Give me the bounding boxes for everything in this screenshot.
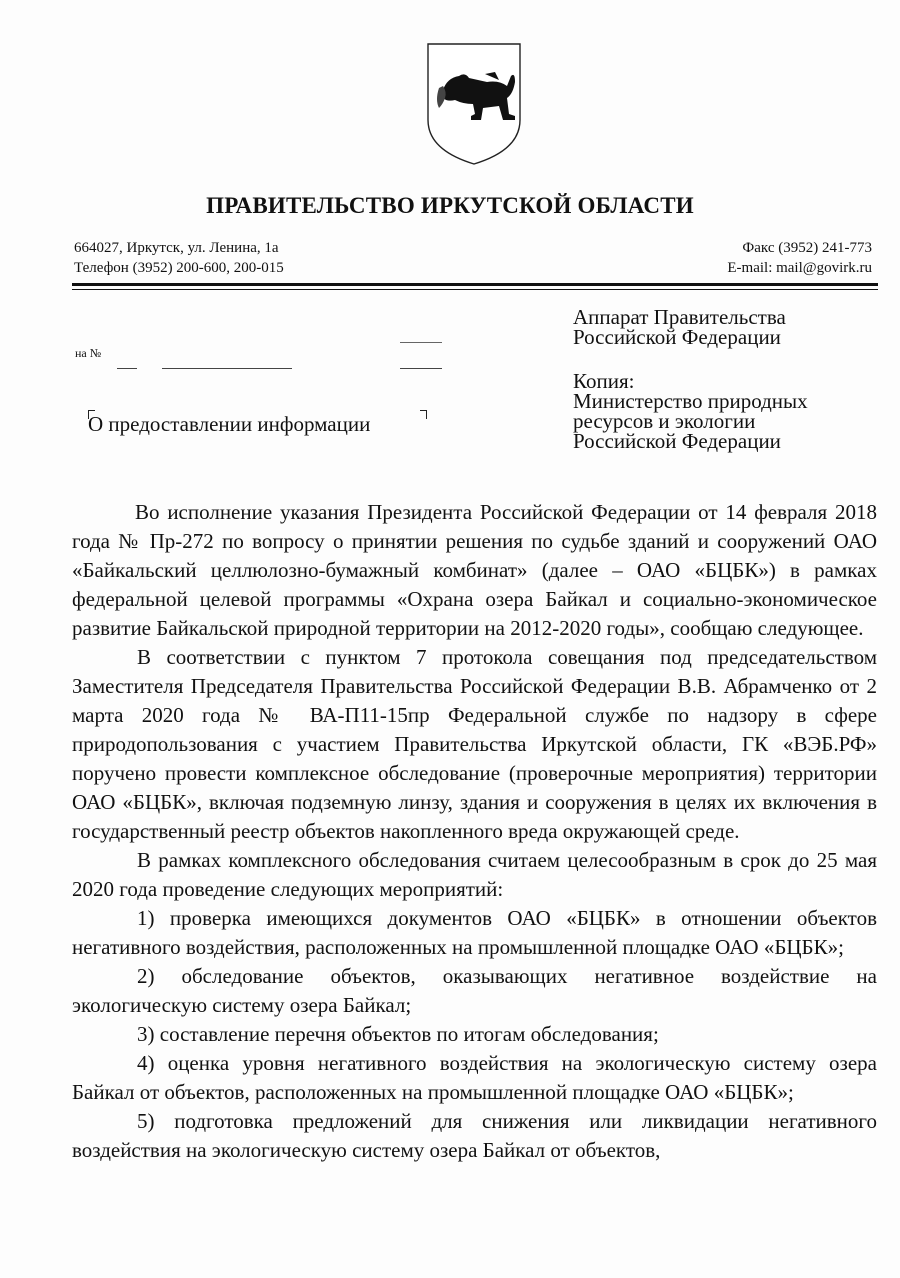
body-paragraph: В соответствии с пунктом 7 протокола совещания под председательством Заместителя Председателя Правительства Российской Федерации В.В. Абрамченко от 2 марта 2020 года № ВА-П11-15пр Федеральной службе по надзору в сфере природопользования с участием Правительства Иркутской области, ГК «ВЭБ.РФ» поручено провести комплексное обследование (проверочные мероприятия) территории ОАО «БЦБК», включая подземную линзу, здания и сооружения в целях их включения в государственный реестр объектов накопленного вреда окружающей среде. <box>72 645 877 843</box>
subject-bracket-right <box>420 410 427 419</box>
copy-line: Российской Федерации <box>573 429 781 453</box>
address-line: 664027, Иркутск, ул. Ленина, 1а <box>74 240 279 256</box>
copy-line: Министерство природных <box>573 389 808 413</box>
list-item: 4) оценка уровня негативного воздействия на экологическую систему озера Байкал от объектов, расположенных на промышленной площадке ОАО «БЦБК»; <box>72 1051 877 1104</box>
addressee-block <box>573 307 808 451</box>
list-item: 5) подготовка предложений для снижения или ликвидации негативного воздействия на экологическую систему озера Байкал от объектов, <box>72 1109 877 1162</box>
copy-label: Копия: <box>573 369 635 393</box>
organization-title: ПРАВИТЕЛЬСТВО ИРКУТСКОЙ ОБЛАСТИ <box>206 193 694 218</box>
addressee-line: Российской Федерации <box>573 325 781 349</box>
sender-address <box>74 238 284 278</box>
letter-subject: О предоставлении информации <box>88 412 371 436</box>
registration-blank <box>117 368 137 369</box>
coat-of-arms-emblem <box>425 42 523 166</box>
body-paragraph: В рамках комплексного обследования считаем целесообразным в срок до 25 мая 2020 года проведение следующих мероприятий: <box>72 848 877 901</box>
copy-line: ресурсов и экологии <box>573 409 756 433</box>
registration-blank <box>400 342 442 343</box>
phone-line: Телефон (3952) 200-600, 200-015 <box>74 260 284 276</box>
header-rule-thick <box>72 283 878 286</box>
list-item: 1) проверка имеющихся документов ОАО «БЦБК» в отношении объектов негативного воздействия, расположенных на промышленной площадке ОАО «БЦБК»; <box>72 906 877 959</box>
addressee-line: Аппарат Правительства <box>573 305 786 329</box>
list-item: 3) составление перечня объектов по итогам обследования; <box>137 1022 659 1046</box>
sender-contacts <box>727 238 872 278</box>
fax-line: Факс (3952) 241-773 <box>742 240 872 256</box>
email-line: E-mail: mail@govirk.ru <box>727 260 872 276</box>
registration-blank <box>162 368 292 369</box>
header-rule-thin <box>72 289 878 290</box>
letter-body <box>72 498 877 1165</box>
body-paragraph: Во исполнение указания Президента Российской Федерации от 14 февраля 2018 года № Пр-272 по вопросу о принятии решения по судьбе зданий и сооружений ОАО «Байкальский целлюлозно-бумажный комбинат» (далее – ОАО «БЦБК») в рамках федеральной целевой программы «Охрана озера Байкал и социально-экономическое развитие Байкальской природной территории на 2012-2020 годы», сообщаю следующее. <box>72 500 877 640</box>
registration-blank <box>400 368 442 369</box>
list-item: 2) обследование объектов, оказывающих негативное воздействие на экологическую систему озера Байкал; <box>72 964 877 1017</box>
reference-number-label: на № <box>75 346 102 360</box>
